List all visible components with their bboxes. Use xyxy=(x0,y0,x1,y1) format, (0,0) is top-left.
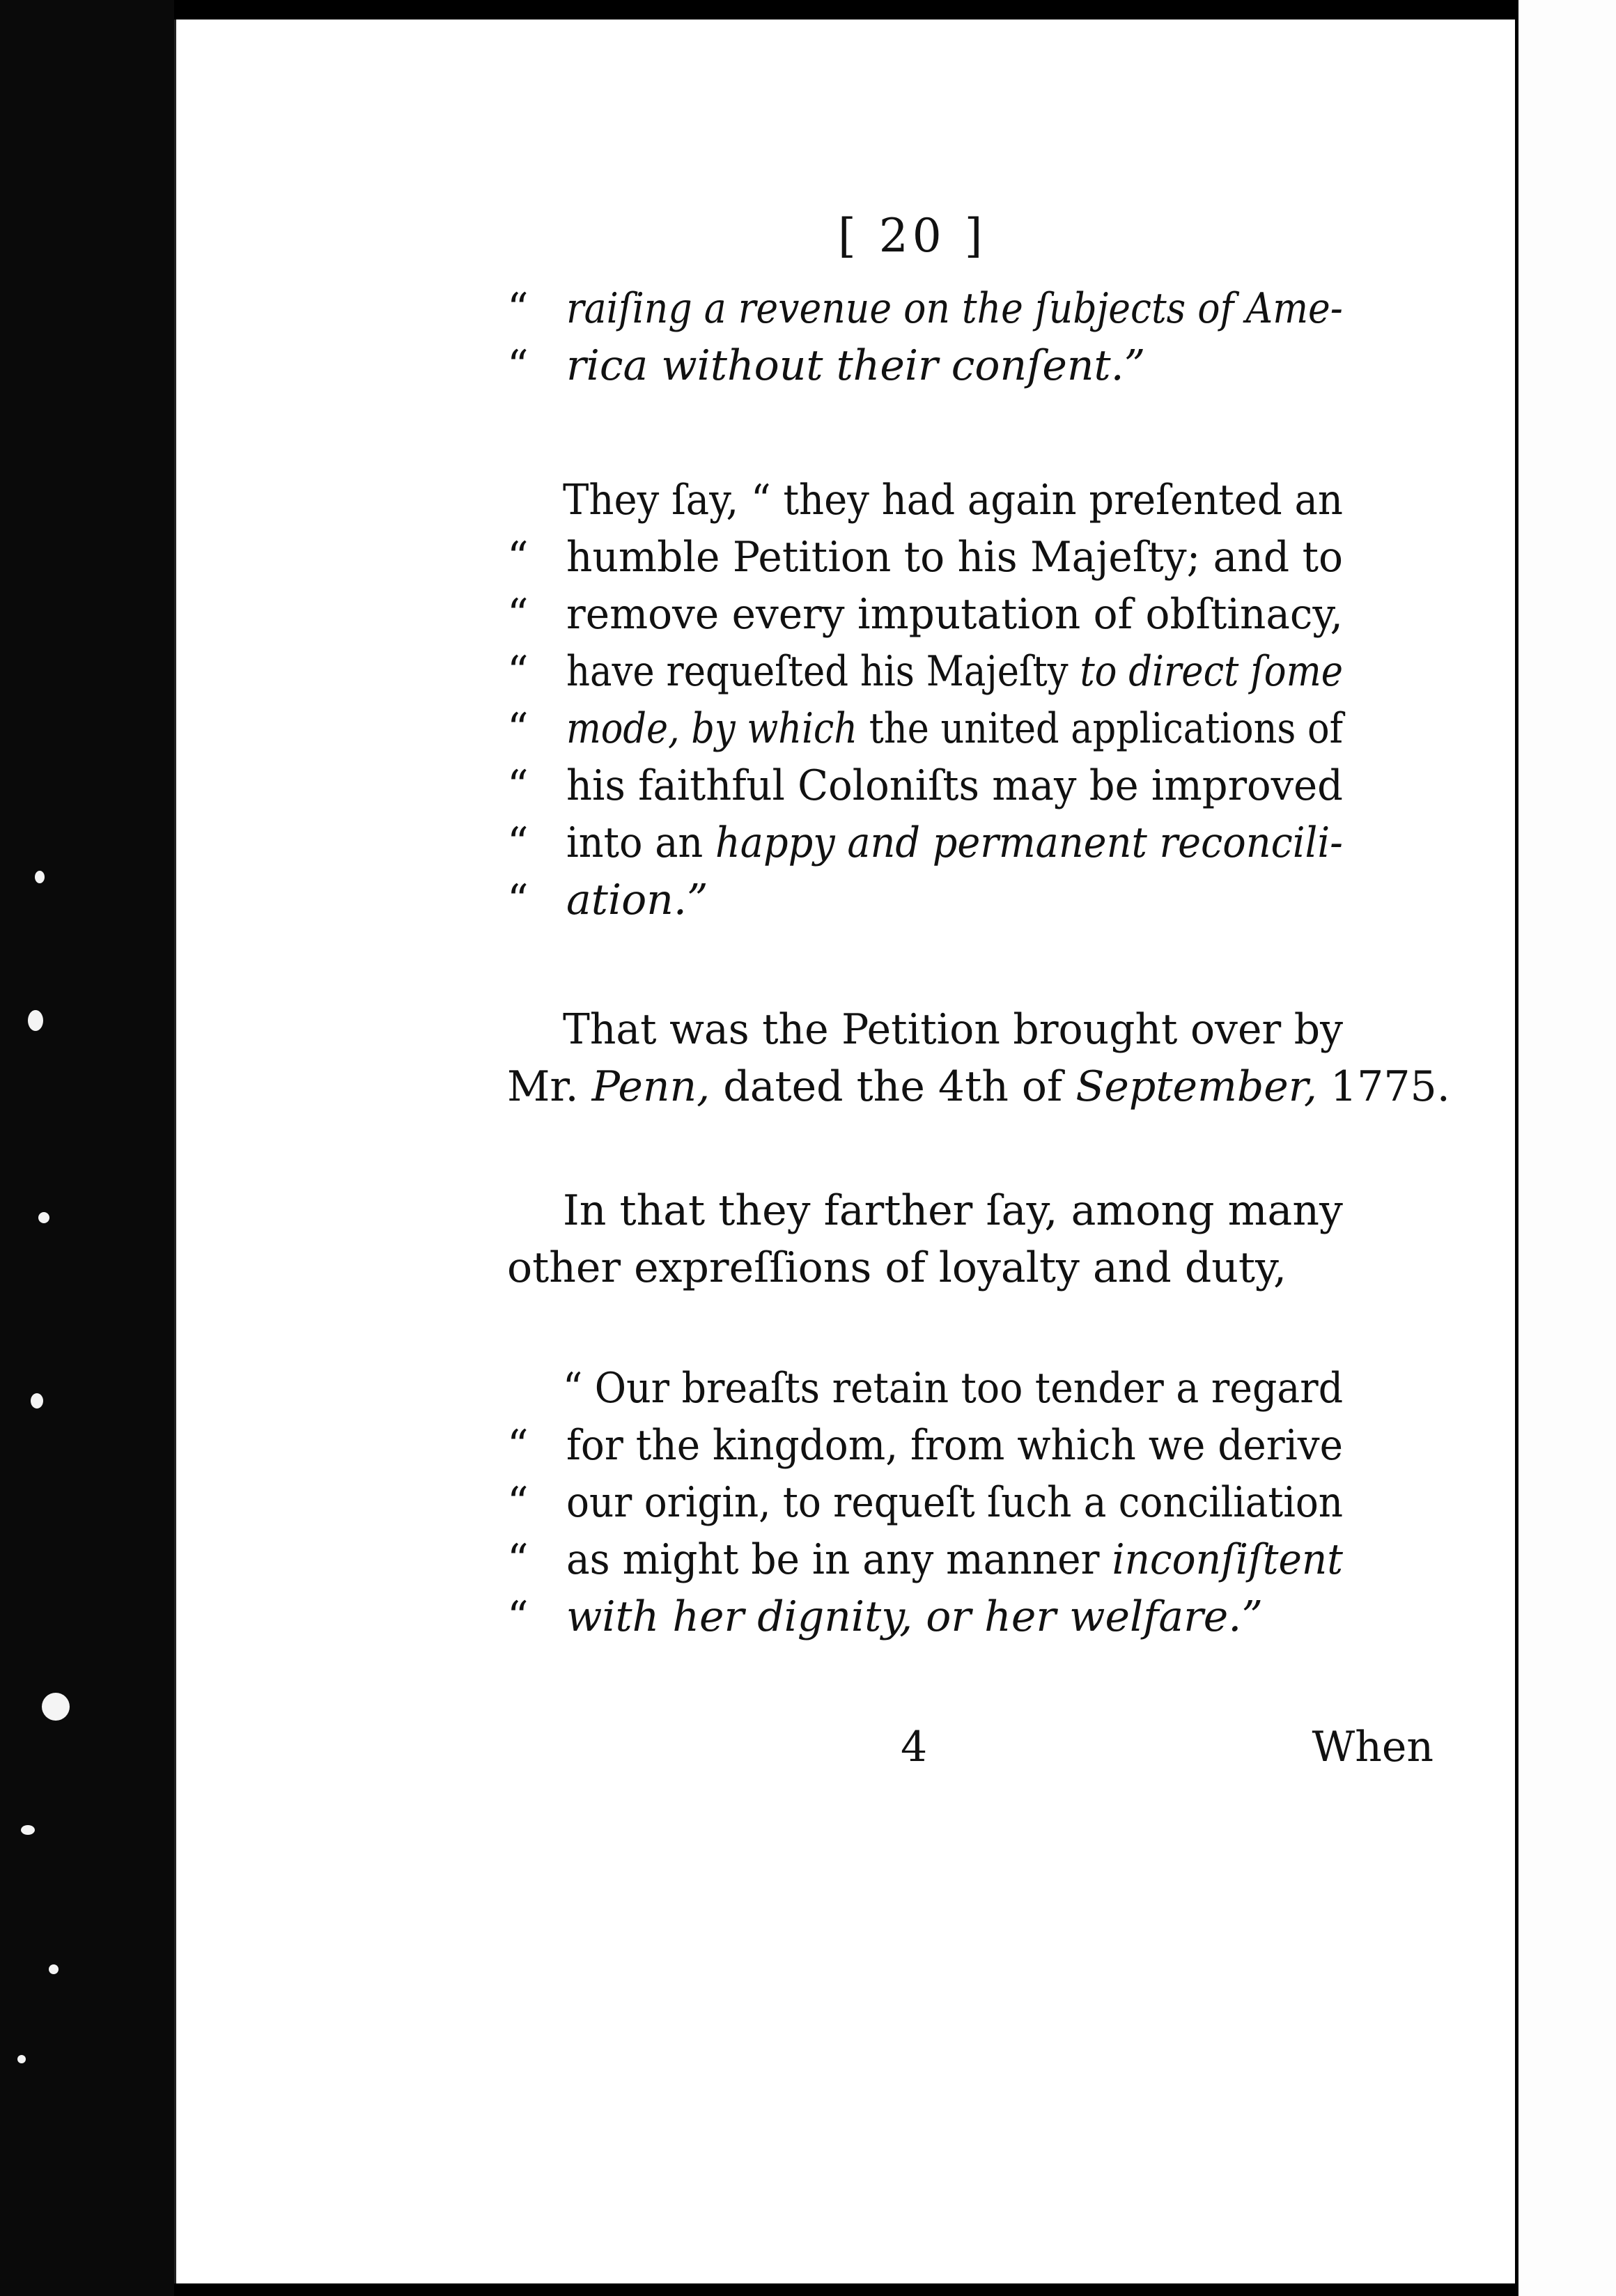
binding-speck xyxy=(35,871,45,883)
binding-speck xyxy=(17,2055,26,2063)
line-text xyxy=(566,647,1343,696)
quote-mark: “ xyxy=(507,1478,529,1527)
text-line xyxy=(176,1535,1517,1588)
text-line xyxy=(176,1421,1517,1473)
roman-text: In that they farther ſay, among many xyxy=(563,1186,1343,1235)
roman-text: for the kingdom, from which we derive xyxy=(566,1421,1344,1470)
italic-text: inconſiſtent xyxy=(1112,1535,1343,1584)
line-text xyxy=(563,1005,1344,1054)
book-binding xyxy=(0,0,174,2296)
line-text xyxy=(566,704,1344,753)
binding-speck xyxy=(49,1964,59,1974)
roman-text: Mr. xyxy=(507,1062,592,1111)
roman-text: the united applications of xyxy=(857,704,1344,753)
italic-text: to direct ſome xyxy=(1080,647,1343,696)
text-line xyxy=(176,1062,1517,1115)
text-line xyxy=(176,284,1517,336)
text-line xyxy=(176,876,1517,928)
italic-text: mode, by which xyxy=(566,704,858,753)
quote-mark: “ xyxy=(507,704,529,753)
roman-text: That was the Petition brought over by xyxy=(563,1005,1344,1054)
quote-mark: “ xyxy=(507,876,529,924)
quote-mark: “ xyxy=(507,284,529,333)
italic-text: ation.” xyxy=(566,876,708,924)
text-line xyxy=(176,1005,1517,1057)
roman-text: humble Petition to his Majeſty; and to xyxy=(566,533,1343,582)
text-line xyxy=(176,1364,1517,1416)
line-text xyxy=(563,1186,1343,1235)
line-text xyxy=(566,819,1343,867)
line-text xyxy=(566,1421,1344,1470)
quote-mark: “ xyxy=(507,1421,529,1470)
roman-text: have requeſted his Majeſty xyxy=(566,647,1080,696)
line-text xyxy=(563,476,1343,525)
line-text xyxy=(507,1243,1287,1292)
facing-page-edge xyxy=(1515,0,1616,2296)
roman-text: our origin, to requeſt ſuch a conciliation xyxy=(566,1478,1344,1527)
catchword: When xyxy=(1312,1723,1434,1771)
text-line xyxy=(176,590,1517,642)
roman-text: “ Our breaſts retain too tender a regard xyxy=(563,1364,1344,1413)
binding-speck xyxy=(28,1010,43,1031)
binding-speck xyxy=(31,1393,43,1409)
line-text xyxy=(566,876,708,924)
italic-text: September, xyxy=(1075,1062,1317,1111)
binding-speck xyxy=(42,1693,70,1721)
quote-mark: “ xyxy=(507,590,529,639)
line-text xyxy=(566,1592,1264,1641)
quote-mark: “ xyxy=(507,1592,529,1641)
binding-speck xyxy=(38,1212,49,1223)
quote-mark: “ xyxy=(507,1535,529,1584)
line-text xyxy=(507,1062,1450,1111)
page-number: [ 20 ] xyxy=(838,209,987,263)
text-line xyxy=(176,761,1517,814)
text-line xyxy=(176,647,1517,699)
roman-text: as might be in any manner xyxy=(566,1535,1112,1584)
text-line xyxy=(176,1243,1517,1296)
line-text xyxy=(566,1535,1343,1584)
text-line xyxy=(176,1186,1517,1239)
binding-speck xyxy=(21,1825,35,1835)
quote-mark: “ xyxy=(507,341,529,390)
roman-text: They ſay, “ they had again preſented an xyxy=(563,476,1343,525)
roman-text: into an xyxy=(566,819,715,867)
line-text xyxy=(566,284,1343,333)
roman-text: his faithful Coloniſts may be improved xyxy=(566,761,1343,810)
text-line xyxy=(176,819,1517,871)
roman-text: dated the 4th of xyxy=(710,1062,1076,1111)
signature-mark: 4 xyxy=(901,1723,928,1771)
italic-text: happy and permanent reconcili- xyxy=(715,819,1343,867)
italic-text: rica without their conſent.” xyxy=(566,341,1146,390)
text-line xyxy=(176,533,1517,585)
italic-text: with her dignity, or her welfare.” xyxy=(566,1592,1264,1641)
text-line xyxy=(176,1592,1517,1645)
quote-mark: “ xyxy=(507,761,529,810)
book-page xyxy=(174,20,1517,2283)
quote-mark: “ xyxy=(507,533,529,582)
line-text xyxy=(566,590,1343,639)
roman-text: remove every imputation of obſtinacy, xyxy=(566,590,1343,639)
italic-text: Penn, xyxy=(591,1062,710,1111)
roman-text: other expreſſions of loyalty and duty, xyxy=(507,1243,1287,1292)
quote-mark: “ xyxy=(507,647,529,696)
text-line xyxy=(176,1478,1517,1530)
text-line xyxy=(176,476,1517,528)
text-line xyxy=(176,704,1517,757)
roman-text: 1775. xyxy=(1316,1062,1450,1111)
quote-mark: “ xyxy=(507,819,529,867)
line-text xyxy=(566,533,1343,582)
line-text xyxy=(566,761,1343,810)
line-text xyxy=(566,1478,1344,1527)
italic-text: raiſing a revenue on the ſubjects of Ame- xyxy=(566,284,1343,333)
text-line xyxy=(176,341,1517,394)
line-text xyxy=(563,1364,1344,1413)
line-text xyxy=(566,341,1146,390)
